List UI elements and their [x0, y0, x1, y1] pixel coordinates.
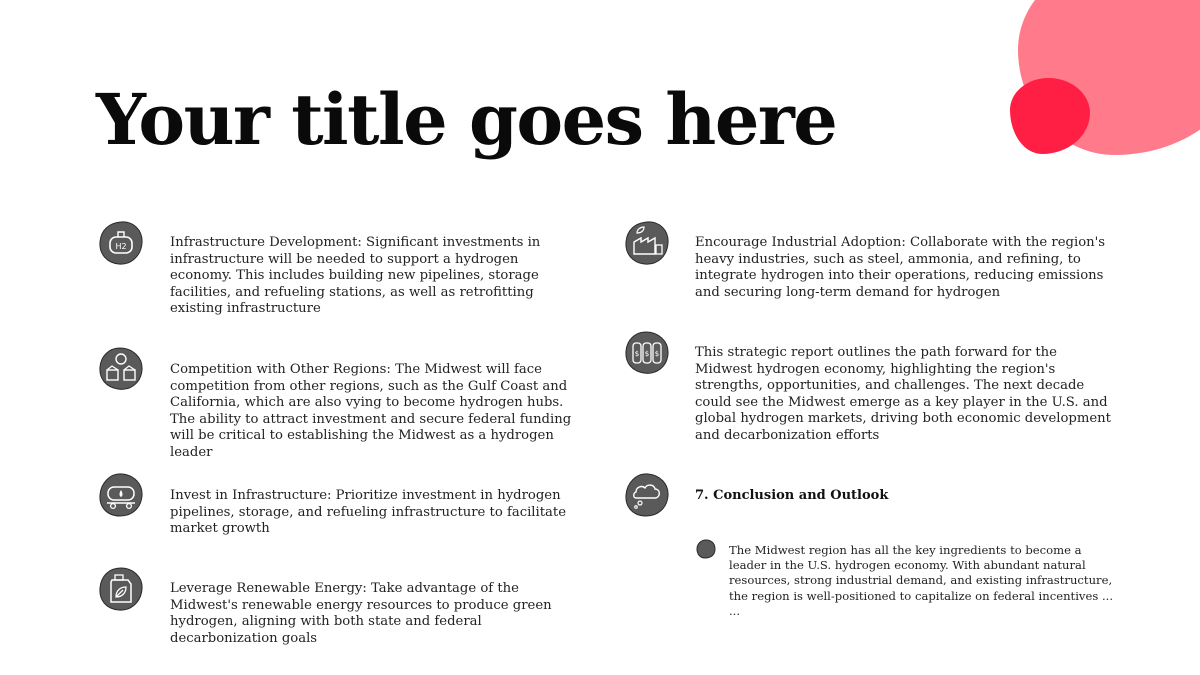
item-competition: Competition with Other Regions: The Midwest will face competition from other regions, such as the Gulf Coast and California, which are also vying to become hydrogen hubs. The ability to attract investment and secure federal funding will be critical to establishing the Midwest as a hydrogen leader [170, 362, 572, 460]
conclusion-heading: 7. Conclusion and Outlook [695, 488, 889, 503]
cloud-thought-icon [624, 472, 670, 518]
leaf-canister-icon [98, 566, 144, 612]
tanker-truck-icon [98, 472, 144, 518]
hydrogen-tank-icon [98, 220, 144, 266]
svg-text:H2: H2 [115, 242, 127, 251]
versus-factories-icon [98, 346, 144, 392]
item-industrial-adoption: Encourage Industrial Adoption: Collaborate with the region's heavy industries, such as steel, ammonia, and refining, to integrate hydrogen into their operations, reducing emissions and securing long-term demand for hydrogen [695, 235, 1106, 300]
item-strategic-report: This strategic report outlines the path forward for the Midwest hydrogen economy, highlighting the region's strengths, opportunities, and challenges. The next decade could see the Midwest emerge as a key player in the U.S. and global hydrogen markets, driving both economic development and decarbonization efforts [695, 345, 1111, 443]
page-title: Your title goes here [96, 78, 837, 161]
bullet-icon [696, 539, 716, 559]
conclusion-body: The Midwest region has all the key ingredients to become a leader in the U.S. hydrogen economy. With abundant natural resources, strong industrial demand, and existing infrastructure, the region is well-positioned to capitalize on federal incentives ... ... [729, 543, 1114, 618]
item-infrastructure-development: Infrastructure Development: Significant investments in infrastructure will be needed to support a hydrogen economy. This includes building new pipelines, storage facilities, and refueling stations, as well as retrofitting existing infrastructure [170, 235, 541, 317]
svg-text:$: $ [644, 350, 650, 358]
svg-text:$: $ [654, 350, 660, 358]
money-cylinders-icon [624, 330, 670, 376]
item-renewable-energy: Leverage Renewable Energy: Take advantage of the Midwest's renewable energy resources to produce green hydrogen, aligning with both state and federal decarbonization goals [170, 581, 552, 646]
item-invest-infrastructure: Invest in Infrastructure: Prioritize investment in hydrogen pipelines, storage, and refueling infrastructure to facilitate market growth [170, 488, 567, 537]
green-factory-icon [624, 220, 670, 266]
svg-text:$: $ [634, 350, 640, 358]
